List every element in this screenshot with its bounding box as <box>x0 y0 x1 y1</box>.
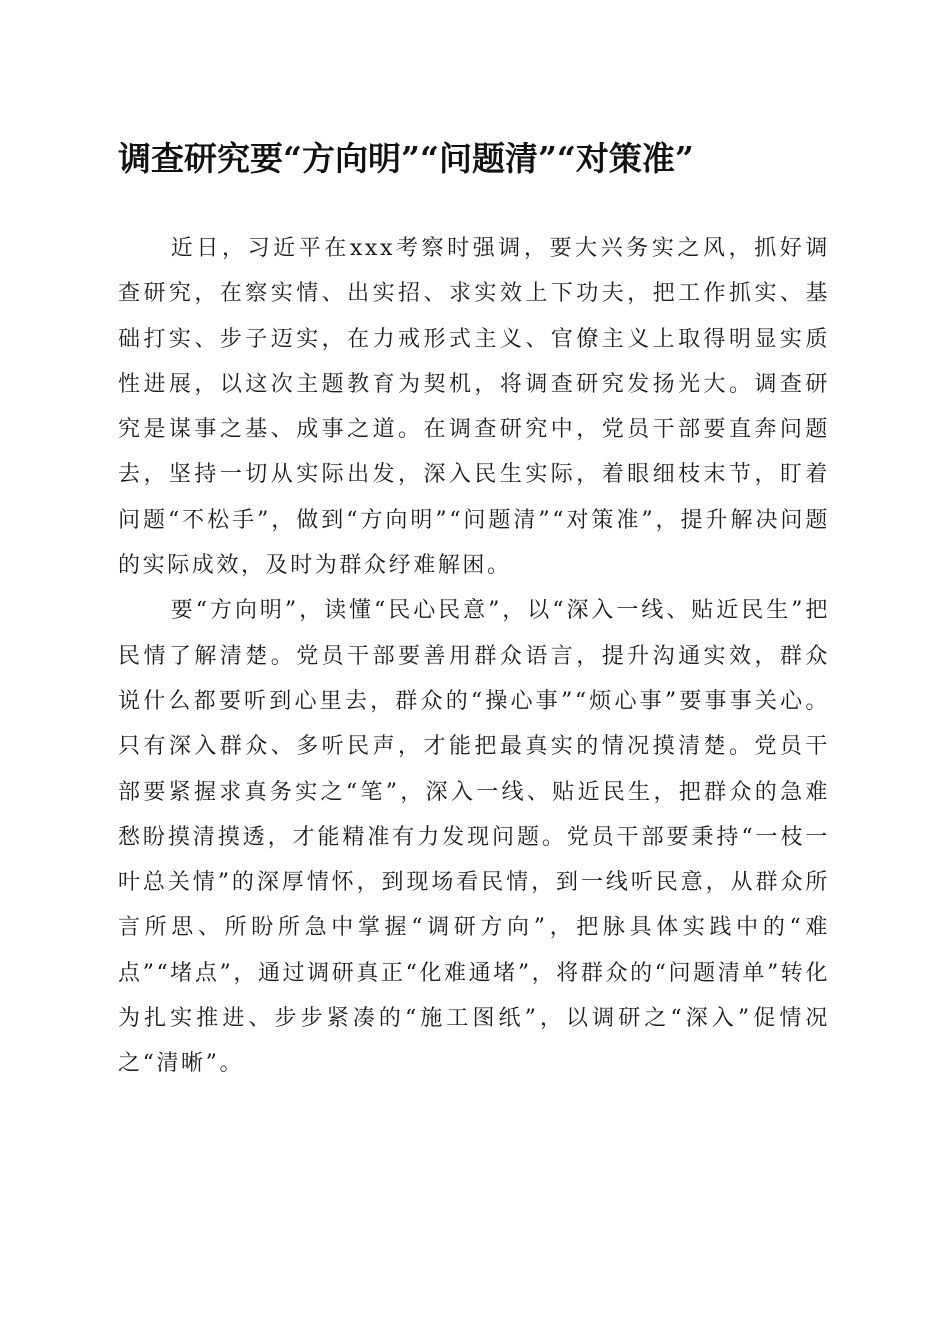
paragraph-2: 要“方向明”，读懂“民心民意”，以“深入一线、贴近民生”把民情了解清楚。党员干部要善用群众语言，提升沟通实效，群众说什么都要听到心里去，群众的“操心事”“烦心事”要事事关心。只有深入群众、多听民声，才能把最真实的情况摸清楚。党员干部要紧握求真务实之“笔”，深入一线、贴近民生，把群众的急难愁盼摸清摸透，才能精准有力发现问题。党员干部要秉持“一枝一叶总关情”的深厚情怀，到现场看民情，到一线听民意，从群众所言所思、所盼所急中掌握“调研方向”，把脉具体实践中的“难点”“堵点”，通过调研真正“化难通堵”，将群众的“问题清单”转化为扎实推进、步步紧凑的“施工图纸”，以调研之“深入”促情况之“清晰”。 <box>118 598 830 1077</box>
paragraph-1: 近日，习近平在xxx考察时强调，要大兴务实之风，抓好调查研究，在察实情、出实招、求实效上下功夫，把工作抓实、基础打实、步子迈实，在力戒形式主义、官僚主义上取得明显实质性进展，以这次主题教育为契机，将调查研究发扬光大。调查研究是谋事之基、成事之道。在调查研究中，党员干部要直奔问题去，坚持一切从实际出发，深入民生实际，着眼细枝末节，盯着问题“不松手”，做到“方向明”“问题清”“对策准”，提升解决问题的实际成效，及时为群众纾难解困。 <box>118 236 830 579</box>
document-body <box>118 226 830 1087</box>
document-title: 调查研究要“方向明”“问题清”“对策准” <box>118 139 694 178</box>
